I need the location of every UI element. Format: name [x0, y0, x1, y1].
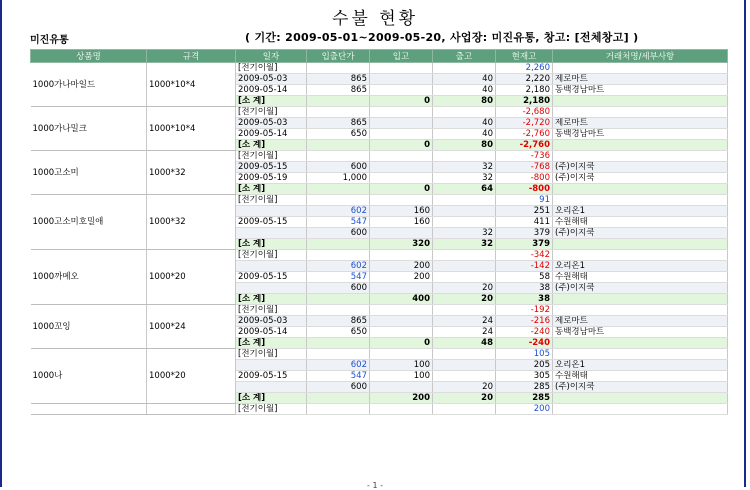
row-in-qty — [370, 316, 433, 327]
subtotal-stock: -240 — [496, 338, 553, 349]
subtotal-out: 64 — [433, 184, 496, 195]
row-in-qty — [370, 305, 433, 316]
row-unit-price: 600 — [307, 283, 370, 294]
row-partner: (주)이지쿡 — [553, 162, 728, 173]
row-unit-price: 602 — [307, 206, 370, 217]
row-partner — [553, 195, 728, 206]
row-partner: (주)이지쿡 — [553, 382, 728, 393]
table-row — [31, 151, 728, 162]
row-current-stock: 411 — [496, 217, 553, 228]
row-in-qty — [370, 404, 433, 415]
row-current-stock: -2,680 — [496, 107, 553, 118]
table-body — [31, 63, 728, 415]
table-row — [31, 250, 728, 261]
subtotal-partner — [553, 338, 728, 349]
subtotal-partner — [553, 393, 728, 404]
company-name: 미진유통 — [30, 35, 69, 46]
subtotal-in: 320 — [370, 239, 433, 250]
table-row — [31, 195, 728, 206]
row-out-qty — [433, 206, 496, 217]
row-unit-price: 602 — [307, 360, 370, 371]
row-in-qty — [370, 349, 433, 360]
row-current-stock: -342 — [496, 250, 553, 261]
row-partner — [553, 107, 728, 118]
row-in-qty — [370, 129, 433, 140]
product-name: 1000까메오 — [31, 250, 147, 305]
row-partner: 오리온1 — [553, 261, 728, 272]
subtotal-price — [307, 184, 370, 195]
subtotal-partner — [553, 96, 728, 107]
subtotal-label: [소 계] — [236, 239, 307, 250]
row-partner: 수원해태 — [553, 217, 728, 228]
row-current-stock: -240 — [496, 327, 553, 338]
row-date: [전기이월] — [236, 305, 307, 316]
row-in-qty — [370, 173, 433, 184]
product-spec: 1000*32 — [147, 195, 236, 250]
row-out-qty — [433, 63, 496, 74]
row-unit-price: 865 — [307, 316, 370, 327]
row-current-stock: 91 — [496, 195, 553, 206]
subtotal-out: 80 — [433, 96, 496, 107]
row-out-qty — [433, 250, 496, 261]
row-date: 2009-05-15 — [236, 162, 307, 173]
row-date: 2009-05-03 — [236, 74, 307, 85]
row-current-stock: -2,760 — [496, 129, 553, 140]
row-date — [236, 261, 307, 272]
subtotal-partner — [553, 294, 728, 305]
row-unit-price — [307, 195, 370, 206]
product-name — [31, 404, 147, 415]
table-row — [31, 107, 728, 118]
row-out-qty: 32 — [433, 162, 496, 173]
subtotal-price — [307, 294, 370, 305]
report-period: ( 기간: 2009-05-01~2009-05-20, 사업장: 미진유통, 창고: [전체창고] ) — [245, 31, 639, 44]
row-in-qty: 160 — [370, 217, 433, 228]
subtotal-label: [소 계] — [236, 96, 307, 107]
col-header-price: 입출단가 — [307, 50, 370, 63]
row-in-qty — [370, 107, 433, 118]
product-spec: 1000*10*4 — [147, 63, 236, 107]
row-unit-price — [307, 305, 370, 316]
col-header-date: 일자 — [236, 50, 307, 63]
subtotal-price — [307, 393, 370, 404]
subtotal-in: 0 — [370, 184, 433, 195]
row-partner: (주)이지쿡 — [553, 228, 728, 239]
row-date: [전기이월] — [236, 195, 307, 206]
row-unit-price: 650 — [307, 129, 370, 140]
subtotal-partner — [553, 239, 728, 250]
row-partner: 오리온1 — [553, 360, 728, 371]
row-partner — [553, 305, 728, 316]
subtotal-price — [307, 96, 370, 107]
row-partner: 수원해태 — [553, 371, 728, 382]
row-unit-price: 600 — [307, 382, 370, 393]
row-partner: (주)이지쿡 — [553, 173, 728, 184]
row-unit-price: 602 — [307, 261, 370, 272]
row-out-qty: 20 — [433, 283, 496, 294]
col-header-stock: 현재고 — [496, 50, 553, 63]
row-in-qty — [370, 63, 433, 74]
subtotal-in: 0 — [370, 96, 433, 107]
col-header-partner: 거래처명/세부사항 — [553, 50, 728, 63]
row-date: 2009-05-15 — [236, 371, 307, 382]
row-date: [전기이월] — [236, 349, 307, 360]
row-out-qty — [433, 360, 496, 371]
row-current-stock: 205 — [496, 360, 553, 371]
row-current-stock: 379 — [496, 228, 553, 239]
row-partner — [553, 250, 728, 261]
row-in-qty — [370, 283, 433, 294]
row-out-qty — [433, 217, 496, 228]
row-current-stock: -2,720 — [496, 118, 553, 129]
row-date: 2009-05-19 — [236, 173, 307, 184]
subtotal-partner — [553, 184, 728, 195]
row-current-stock: 251 — [496, 206, 553, 217]
row-current-stock: 2,260 — [496, 63, 553, 74]
row-current-stock: 200 — [496, 404, 553, 415]
product-spec: 1000*24 — [147, 305, 236, 349]
subtotal-stock: -2,760 — [496, 140, 553, 151]
row-partner: 제로마트 — [553, 316, 728, 327]
row-current-stock: -142 — [496, 261, 553, 272]
subtotal-stock: 2,180 — [496, 96, 553, 107]
subtotal-out: 48 — [433, 338, 496, 349]
row-date — [236, 228, 307, 239]
row-in-qty — [370, 85, 433, 96]
row-in-qty — [370, 162, 433, 173]
row-out-qty: 20 — [433, 382, 496, 393]
row-partner — [553, 63, 728, 74]
row-current-stock: 305 — [496, 371, 553, 382]
product-name: 1000가나밀크 — [31, 107, 147, 151]
row-partner — [553, 404, 728, 415]
row-in-qty — [370, 228, 433, 239]
subtotal-out: 80 — [433, 140, 496, 151]
subtotal-in: 400 — [370, 294, 433, 305]
subtotal-price — [307, 239, 370, 250]
product-name: 1000가나마일드 — [31, 63, 147, 107]
row-in-qty: 200 — [370, 261, 433, 272]
product-name: 1000꼬잉 — [31, 305, 147, 349]
row-in-qty — [370, 327, 433, 338]
subtotal-stock: -800 — [496, 184, 553, 195]
row-partner: 오리온1 — [553, 206, 728, 217]
row-unit-price — [307, 250, 370, 261]
row-out-qty: 40 — [433, 118, 496, 129]
col-header-product: 상품명 — [31, 50, 147, 63]
row-out-qty: 32 — [433, 228, 496, 239]
row-partner: 수원해태 — [553, 272, 728, 283]
row-unit-price: 650 — [307, 327, 370, 338]
row-date: 2009-05-15 — [236, 217, 307, 228]
row-current-stock: -736 — [496, 151, 553, 162]
row-date: 2009-05-15 — [236, 272, 307, 283]
row-unit-price: 865 — [307, 74, 370, 85]
row-current-stock: -216 — [496, 316, 553, 327]
subtotal-stock: 285 — [496, 393, 553, 404]
subtotal-out: 20 — [433, 294, 496, 305]
subtotal-label: [소 계] — [236, 184, 307, 195]
row-partner: 제로마트 — [553, 118, 728, 129]
subtotal-out: 32 — [433, 239, 496, 250]
row-in-qty — [370, 195, 433, 206]
row-out-qty — [433, 151, 496, 162]
product-name: 1000나 — [31, 349, 147, 404]
row-out-qty — [433, 261, 496, 272]
row-partner: 동백경남마트 — [553, 327, 728, 338]
row-out-qty: 40 — [433, 129, 496, 140]
subtotal-in: 0 — [370, 338, 433, 349]
row-unit-price: 547 — [307, 217, 370, 228]
product-spec: 1000*20 — [147, 349, 236, 404]
table-row — [31, 349, 728, 360]
row-in-qty: 160 — [370, 206, 433, 217]
row-current-stock: 105 — [496, 349, 553, 360]
row-current-stock: -800 — [496, 173, 553, 184]
row-current-stock: 2,180 — [496, 85, 553, 96]
row-date: 2009-05-03 — [236, 118, 307, 129]
row-partner: (주)이지쿡 — [553, 283, 728, 294]
subtotal-partner — [553, 140, 728, 151]
row-partner: 제로마트 — [553, 74, 728, 85]
row-unit-price — [307, 151, 370, 162]
row-out-qty — [433, 272, 496, 283]
row-current-stock: 58 — [496, 272, 553, 283]
page-number: - 1 - — [367, 481, 383, 490]
product-name: 1000고소미호밀애 — [31, 195, 147, 250]
row-in-qty — [370, 151, 433, 162]
table-row — [31, 63, 728, 74]
table-row — [31, 404, 728, 415]
row-out-qty — [433, 195, 496, 206]
row-in-qty: 100 — [370, 371, 433, 382]
subtotal-price — [307, 338, 370, 349]
row-date: [전기이월] — [236, 250, 307, 261]
row-partner: 동백경남마트 — [553, 129, 728, 140]
subtotal-out: 20 — [433, 393, 496, 404]
row-in-qty: 100 — [370, 360, 433, 371]
col-header-out: 출고 — [433, 50, 496, 63]
row-partner: 동백경남마트 — [553, 85, 728, 96]
row-date: [전기이월] — [236, 151, 307, 162]
product-spec: 1000*32 — [147, 151, 236, 195]
row-unit-price: 547 — [307, 272, 370, 283]
row-date — [236, 283, 307, 294]
col-header-in: 입고 — [370, 50, 433, 63]
row-date: [전기이월] — [236, 404, 307, 415]
row-current-stock: 38 — [496, 283, 553, 294]
subtotal-stock: 379 — [496, 239, 553, 250]
row-out-qty: 24 — [433, 327, 496, 338]
row-unit-price: 600 — [307, 228, 370, 239]
row-partner — [553, 349, 728, 360]
row-out-qty — [433, 107, 496, 118]
table-header — [31, 50, 728, 63]
subtotal-in: 200 — [370, 393, 433, 404]
row-out-qty — [433, 349, 496, 360]
row-date: 2009-05-14 — [236, 327, 307, 338]
row-out-qty: 24 — [433, 316, 496, 327]
row-date: [전기이월] — [236, 63, 307, 74]
subtotal-label: [소 계] — [236, 393, 307, 404]
row-current-stock: 285 — [496, 382, 553, 393]
row-out-qty — [433, 404, 496, 415]
row-partner — [553, 151, 728, 162]
subtotal-stock: 38 — [496, 294, 553, 305]
row-date: 2009-05-03 — [236, 316, 307, 327]
row-unit-price — [307, 63, 370, 74]
row-unit-price — [307, 107, 370, 118]
product-spec: 1000*10*4 — [147, 107, 236, 151]
row-unit-price — [307, 349, 370, 360]
row-out-qty: 32 — [433, 173, 496, 184]
subtotal-price — [307, 140, 370, 151]
row-in-qty — [370, 74, 433, 85]
product-spec: 1000*20 — [147, 250, 236, 305]
row-date: [전기이월] — [236, 107, 307, 118]
inventory-table — [30, 49, 728, 415]
row-date — [236, 360, 307, 371]
row-in-qty — [370, 382, 433, 393]
col-header-spec: 규격 — [147, 50, 236, 63]
row-out-qty: 40 — [433, 85, 496, 96]
subtotal-label: [소 계] — [236, 338, 307, 349]
row-unit-price — [307, 404, 370, 415]
row-out-qty: 40 — [433, 74, 496, 85]
row-in-qty — [370, 250, 433, 261]
subtotal-label: [소 계] — [236, 140, 307, 151]
row-unit-price: 1,000 — [307, 173, 370, 184]
row-in-qty: 200 — [370, 272, 433, 283]
row-unit-price: 600 — [307, 162, 370, 173]
row-out-qty — [433, 371, 496, 382]
row-unit-price: 547 — [307, 371, 370, 382]
report-title: 수불 현황 — [331, 9, 419, 29]
subtotal-in: 0 — [370, 140, 433, 151]
row-current-stock: 2,220 — [496, 74, 553, 85]
subtotal-label: [소 계] — [236, 294, 307, 305]
row-in-qty — [370, 118, 433, 129]
row-current-stock: -768 — [496, 162, 553, 173]
row-date: 2009-05-14 — [236, 129, 307, 140]
row-current-stock: -192 — [496, 305, 553, 316]
product-name: 1000고소미 — [31, 151, 147, 195]
row-unit-price: 865 — [307, 118, 370, 129]
row-out-qty — [433, 305, 496, 316]
row-date — [236, 382, 307, 393]
table-row — [31, 305, 728, 316]
row-date: 2009-05-14 — [236, 85, 307, 96]
product-spec — [147, 404, 236, 415]
row-date — [236, 206, 307, 217]
row-unit-price: 865 — [307, 85, 370, 96]
